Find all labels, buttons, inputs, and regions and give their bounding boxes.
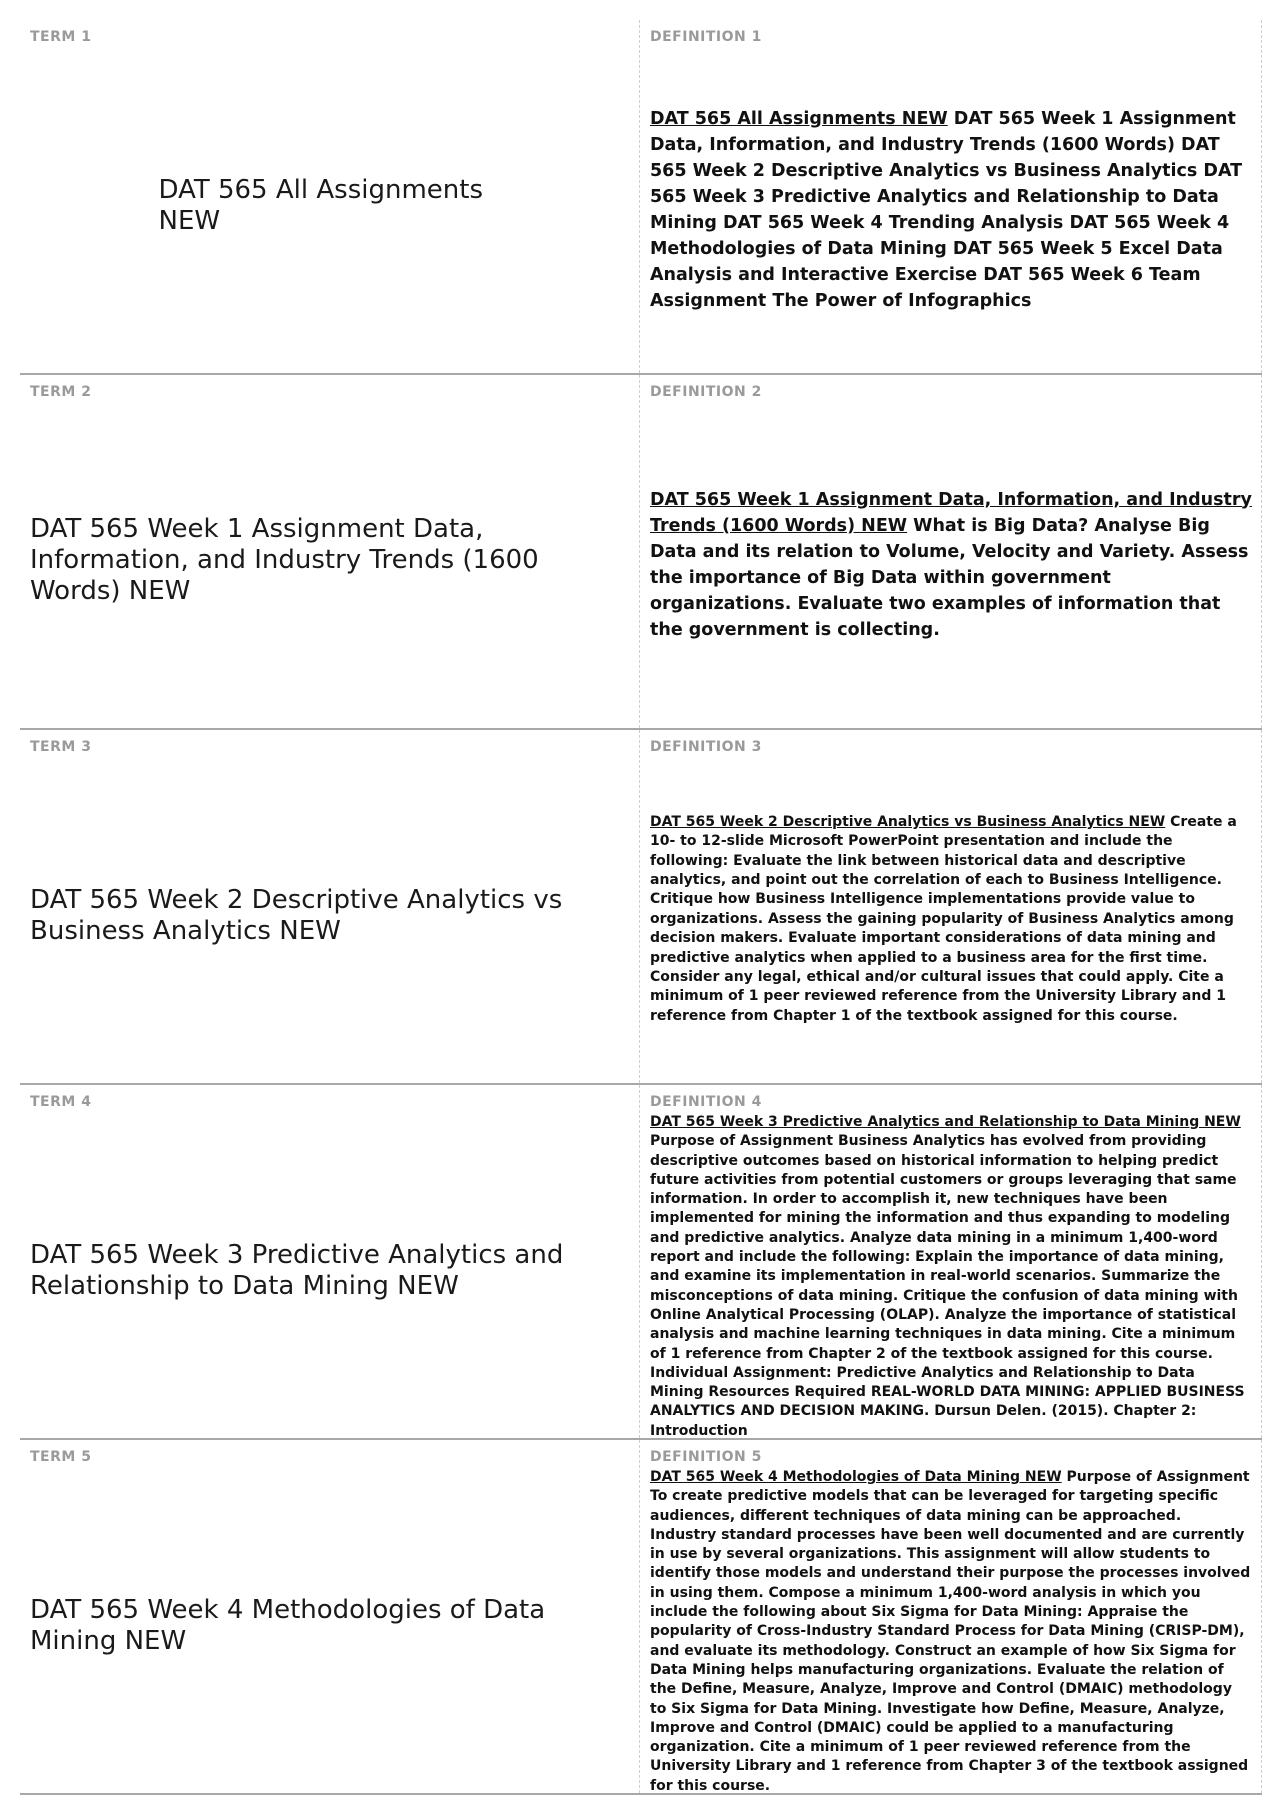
definition-lead-1: DAT 565 All Assignments NEW	[650, 108, 948, 129]
term-label-3: TERM 3	[30, 739, 92, 755]
definition-wrap-3	[650, 756, 1255, 1083]
flashcard-2	[20, 375, 1262, 730]
term-cell-1	[20, 20, 640, 373]
term-cell-5	[20, 1440, 640, 1793]
definition-lead-3: DAT 565 Week 2 Descriptive Analytics vs Business Analytics NEW	[650, 813, 1166, 830]
definition-label-1: DEFINITION 1	[650, 29, 762, 45]
term-text-1	[30, 46, 627, 365]
definition-wrap-1	[650, 46, 1255, 373]
definition-body-2: What is Big Data? Analyse Big Data and its relation to Volume, Velocity and Variety. Assess the importance of Big Data within government organizations. Evaluate two examples of information that the government is collecting.	[650, 515, 1249, 640]
definition-label-3: DEFINITION 3	[650, 739, 762, 755]
flashcard-5	[20, 1440, 1262, 1795]
definition-body-4: Purpose of Assignment Business Analytics has evolved from providing descriptive outcomes based on historical information to helping predict future activities from potential customers or groups leveraging that same information. In order to accomplish it, new techniques have been implemented for mining the information and thus expanding to modeling and predictive analytics. Analyze data mining in a minimum 1,400-word report and include the following: Explain the importance of data mining, and examine its implementation in real-world scenarios. Summarize the misconceptions of data mining. Critique the confusion of data mining with Online Analytical Processing (OLAP). Analyze the importance of statistical analysis and machine learning techniques in data mining. Cite a minimum of 1 reference from Chapter 2 of the textbook assigned for this course. Individual Assignment: Predictive Analytics and Relationship to Data Mining Resources Required REAL-WORLD DATA MINING: APPLIED BUSINESS ANALYTICS AND DECISION MAKING. Dursun Delen. (2015). Chapter 2: Introduction	[650, 1133, 1245, 1438]
definition-4	[650, 1113, 1251, 1438]
definition-1	[650, 106, 1255, 314]
definition-label-5: DEFINITION 5	[650, 1449, 762, 1465]
term-text-5	[30, 1466, 627, 1785]
term-5: DAT 565 Week 4 Methodologies of Data Mining NEW	[30, 1594, 546, 1656]
definition-lead-4: DAT 565 Week 3 Predictive Analytics and Relationship to Data Mining NEW	[650, 1114, 1241, 1130]
term-cell-4	[20, 1085, 640, 1438]
term-label-5: TERM 5	[30, 1449, 92, 1465]
definition-3	[650, 813, 1255, 1026]
term-1: DAT 565 All Assignments NEW	[158, 174, 483, 236]
flashcard-4	[20, 1085, 1262, 1440]
definition-label-4: DEFINITION 4	[650, 1094, 762, 1110]
definition-cell-5	[640, 1440, 1262, 1793]
definition-2	[650, 487, 1255, 643]
term-cell-2	[20, 375, 640, 728]
term-text-3	[30, 756, 627, 1075]
term-text-2	[30, 401, 627, 720]
term-3: DAT 565 Week 2 Descriptive Analytics vs Business Analytics NEW	[30, 884, 563, 946]
definition-cell-2	[640, 375, 1262, 728]
definition-cell-3	[640, 730, 1262, 1083]
term-label-1: TERM 1	[30, 29, 92, 45]
term-label-4: TERM 4	[30, 1094, 92, 1110]
definition-body-1: DAT 565 Week 1 Assignment Data, Information, and Industry Trends (1600 Words) DAT 565 Week 2 Descriptive Analytics vs Business Analytics DAT 565 Week 3 Predictive Analytics and Relationship to Data Mining DAT 565 Week 4 Trending Analysis DAT 565 Week 4 Methodologies of Data Mining DAT 565 Week 5 Excel Data Analysis and Interactive Exercise DAT 565 Week 6 Team Assignment The Power of Infographics	[650, 108, 1243, 311]
flashcard-sheet	[20, 20, 1262, 1795]
definition-lead-2: DAT 565 Week 1 Assignment Data, Information, and Industry Trends (1600 Words) NEW	[650, 489, 1252, 536]
term-text-4	[30, 1111, 627, 1430]
definition-cell-1	[640, 20, 1262, 373]
term-4: DAT 565 Week 3 Predictive Analytics and Relationship to Data Mining NEW	[30, 1239, 564, 1301]
definition-label-2: DEFINITION 2	[650, 384, 762, 400]
term-cell-3	[20, 730, 640, 1083]
definition-wrap-2	[650, 401, 1255, 728]
definition-cell-4	[640, 1085, 1262, 1438]
term-2: DAT 565 Week 1 Assignment Data, Information, and Industry Trends (1600 Words) NEW	[30, 514, 539, 606]
definition-5	[650, 1468, 1251, 1793]
term-label-2: TERM 2	[30, 384, 92, 400]
definition-lead-5: DAT 565 Week 4 Methodologies of Data Mining NEW	[650, 1469, 1062, 1485]
definition-body-5: Purpose of Assignment To create predictive models that can be leveraged for targeting specific audiences, different techniques of data mining can be approached. Industry standard processes have been well documented and are currently in use by several organizations. This assignment will allow students to identify those models and understand their purpose the processes involved in using them. Compose a minimum 1,400-word analysis in which you include the following about Six Sigma for Data Mining: Appraise the popularity of Cross-Industry Standard Process for Data Mining (CRISP-DM), and evaluate its methodology. Construct an example of how Six Sigma for Data Mining helps manufacturing organizations. Evaluate the relation of the Define, Measure, Analyze, Improve and Control (DMAIC) methodology to Six Sigma for Data Mining. Investigate how Define, Measure, Analyze, Improve and Control (DMAIC) could be applied to a manufacturing organization. Cite a minimum of 1 peer reviewed reference from the University Library and 1 reference from Chapter 3 of the textbook assigned for this course.	[650, 1469, 1251, 1793]
definition-body-3: Create a 10- to 12-slide Microsoft PowerPoint presentation and include the following: Evaluate the link between historical data and descriptive analytics, and point out the correlation of each to Business Intelligence. Critique how Business Intelligence implementations provide value to organizations. Assess the gaining popularity of Business Analytics among decision makers. Evaluate important considerations of data mining and predictive analytics when applied to a business area for the first time. Consider any legal, ethical and/or cultural issues that could apply. Cite a minimum of 1 peer reviewed reference from the University Library and 1 reference from Chapter 1 of the textbook assigned for this course.	[650, 813, 1237, 1024]
flashcard-3	[20, 730, 1262, 1085]
flashcard-1	[20, 20, 1262, 375]
